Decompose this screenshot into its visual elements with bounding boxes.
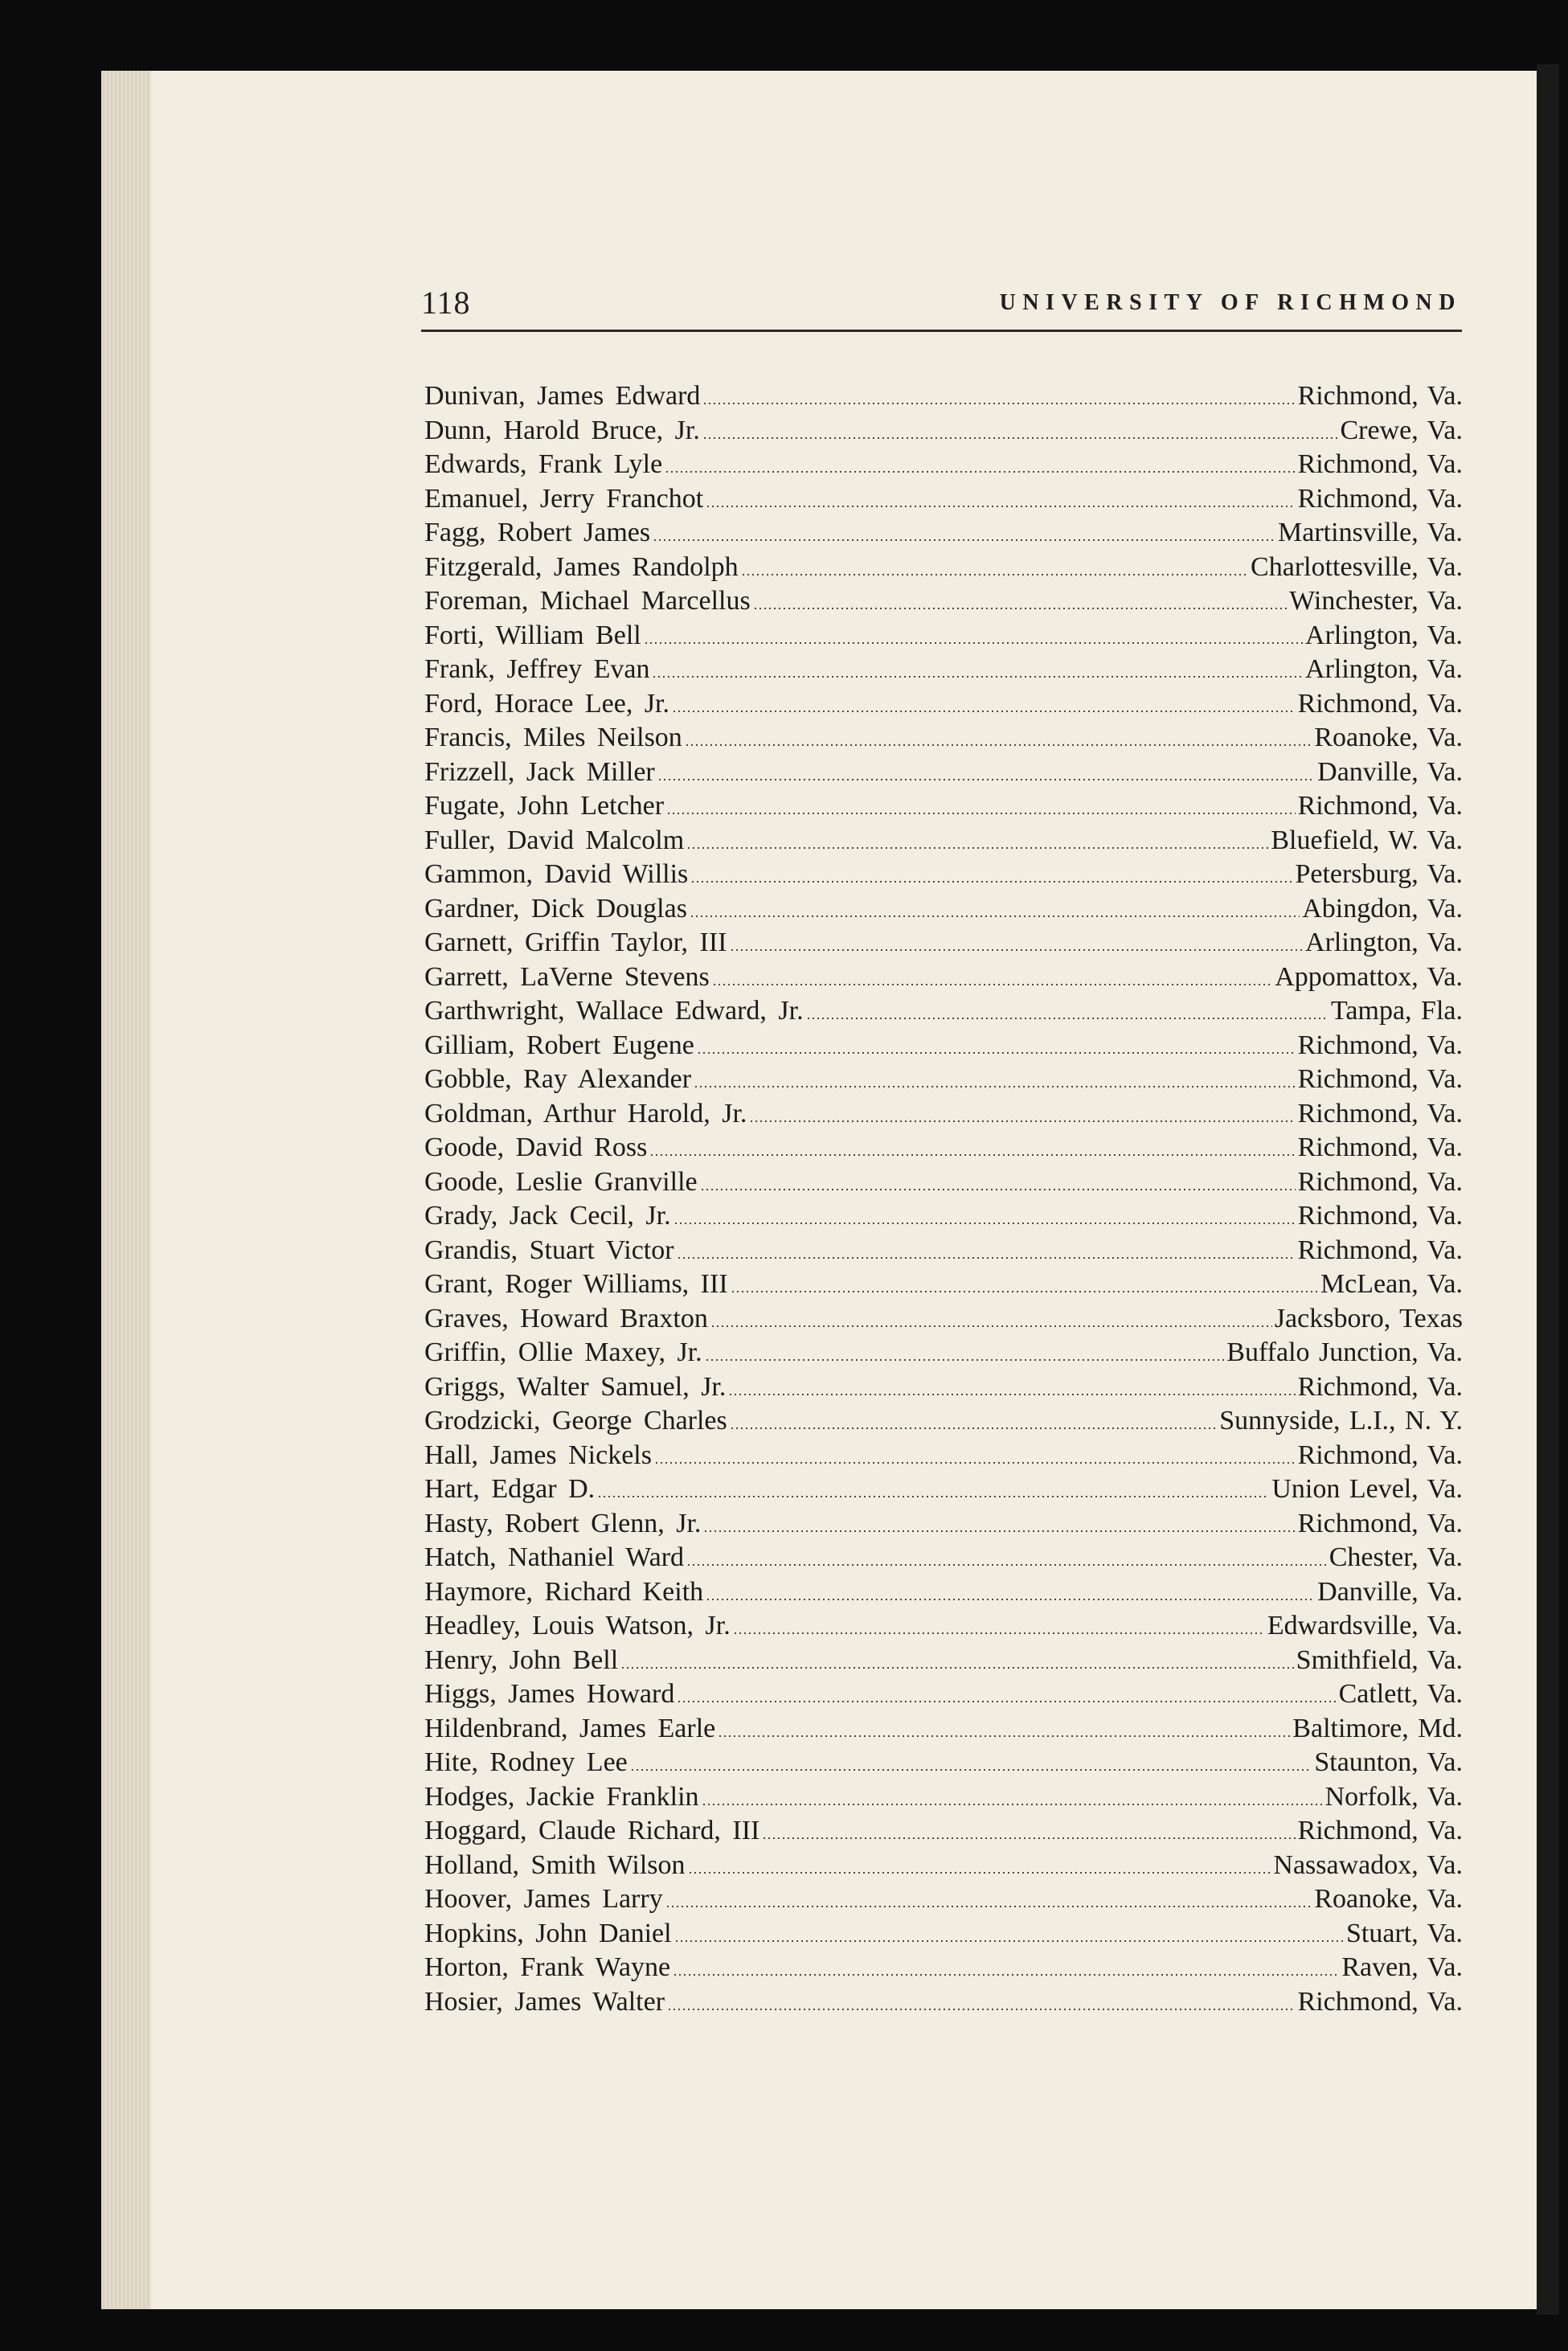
roster-entry bbox=[424, 516, 1463, 551]
hometown: Appomattox, Va. bbox=[1275, 961, 1463, 992]
roster-entry bbox=[424, 1063, 1463, 1097]
roster-entry bbox=[424, 1746, 1463, 1780]
student-name: Grant, Roger Williams, III bbox=[424, 1269, 728, 1299]
student-name: Fugate, John Letcher bbox=[424, 791, 665, 821]
student-name: Fitzgerald, James Randolph bbox=[424, 551, 739, 582]
hometown: McLean, Va. bbox=[1320, 1269, 1463, 1299]
hometown: Richmond, Va. bbox=[1297, 1986, 1463, 2017]
dot-leader bbox=[741, 574, 1248, 575]
roster-entry bbox=[424, 1302, 1463, 1337]
student-name: Hoover, James Larry bbox=[424, 1884, 663, 1914]
roster-entry bbox=[424, 414, 1463, 448]
roster-entry bbox=[424, 1541, 1463, 1575]
hometown: Jacksboro, Texas bbox=[1274, 1303, 1463, 1333]
hometown: Danville, Va. bbox=[1317, 756, 1463, 787]
hometown: Arlington, Va. bbox=[1305, 620, 1463, 650]
roster-entry bbox=[424, 1575, 1463, 1610]
roster-entry bbox=[424, 1712, 1463, 1747]
student-name: Hasty, Robert Glenn, Jr. bbox=[424, 1508, 702, 1538]
student-name: Headley, Louis Watson, Jr. bbox=[424, 1611, 731, 1640]
student-name: Frank, Jeffrey Evan bbox=[424, 654, 650, 684]
hometown: Roanoke, Va. bbox=[1314, 723, 1463, 752]
dot-leader bbox=[718, 1735, 1290, 1737]
student-name: Henry, John Bell bbox=[424, 1644, 619, 1675]
student-name: Francis, Miles Neilson bbox=[424, 723, 682, 752]
student-name: Foreman, Michael Marcellus bbox=[424, 586, 751, 616]
roster-entry bbox=[424, 926, 1463, 960]
student-name: Dunn, Harold Bruce, Jr. bbox=[424, 415, 700, 445]
roster-entry bbox=[424, 1849, 1463, 1883]
dot-leader bbox=[702, 437, 1338, 439]
hometown: Bluefield, W. Va. bbox=[1271, 825, 1463, 855]
student-name: Horton, Frank Wayne bbox=[424, 1952, 671, 1982]
student-name: Hart, Edgar D. bbox=[424, 1474, 596, 1504]
dot-leader bbox=[702, 1804, 1323, 1805]
hometown: Edwardsville, Va. bbox=[1267, 1611, 1463, 1640]
running-title: UNIVERSITY OF RICHMOND bbox=[999, 290, 1462, 315]
dot-leader bbox=[749, 1120, 1295, 1122]
hometown: Richmond, Va. bbox=[1297, 1508, 1463, 1538]
roster-entry bbox=[424, 1985, 1463, 2020]
roster-entry bbox=[424, 892, 1463, 927]
student-name: Edwards, Frank Lyle bbox=[424, 449, 663, 479]
roster-entry bbox=[424, 1234, 1463, 1268]
hometown: Arlington, Va. bbox=[1305, 928, 1463, 957]
student-name: Fuller, David Malcolm bbox=[424, 825, 685, 855]
hometown: Charlottesville, Va. bbox=[1251, 551, 1463, 582]
student-name: Forti, William Bell bbox=[424, 620, 641, 650]
student-roster bbox=[424, 379, 1463, 2019]
dot-leader bbox=[688, 1872, 1271, 1874]
roster-entry bbox=[424, 1336, 1463, 1370]
student-name: Emanuel, Jerry Franchot bbox=[424, 483, 704, 514]
student-name: Goldman, Arthur Harold, Jr. bbox=[424, 1098, 747, 1128]
hometown: Richmond, Va. bbox=[1297, 381, 1463, 411]
dot-leader bbox=[677, 1257, 1296, 1259]
hometown: Richmond, Va. bbox=[1297, 1064, 1463, 1094]
student-name: Garrett, LaVerne Stevens bbox=[424, 961, 710, 992]
page-stack-edge bbox=[101, 71, 151, 2309]
student-name: Hopkins, John Daniel bbox=[424, 1918, 672, 1948]
roster-entry bbox=[424, 1404, 1463, 1439]
student-name: Gilliam, Robert Eugene bbox=[424, 1030, 694, 1060]
dot-leader bbox=[657, 779, 1315, 780]
roster-entry bbox=[424, 721, 1463, 756]
dot-leader bbox=[673, 1974, 1339, 1976]
dot-leader bbox=[806, 1018, 1329, 1019]
hometown: Stuart, Va. bbox=[1346, 1918, 1463, 1948]
hometown: Norfolk, Va. bbox=[1324, 1781, 1463, 1812]
hometown: Chester, Va. bbox=[1329, 1542, 1463, 1572]
hometown: Staunton, Va. bbox=[1314, 1747, 1463, 1777]
hometown: Richmond, Va. bbox=[1297, 1816, 1463, 1845]
student-name: Haymore, Richard Keith bbox=[424, 1576, 704, 1607]
hometown: Roanoke, Va. bbox=[1314, 1884, 1463, 1914]
hometown: Crewe, Va. bbox=[1340, 415, 1463, 445]
dot-leader bbox=[712, 984, 1273, 985]
student-name: Griggs, Walter Samuel, Jr. bbox=[424, 1371, 727, 1402]
hometown: Richmond, Va. bbox=[1297, 449, 1463, 479]
dot-leader bbox=[700, 1189, 1296, 1190]
hometown: Nassawadox, Va. bbox=[1273, 1849, 1463, 1880]
hometown: Richmond, Va. bbox=[1297, 1132, 1463, 1162]
hometown: Richmond, Va. bbox=[1297, 1098, 1463, 1128]
dot-leader bbox=[665, 471, 1295, 473]
dot-leader bbox=[686, 1564, 1327, 1566]
student-name: Hildenbrand, James Earle bbox=[424, 1713, 716, 1743]
roster-entry bbox=[424, 1677, 1463, 1712]
roster-entry bbox=[424, 1780, 1463, 1815]
dot-leader bbox=[677, 1701, 1336, 1702]
roster-entry bbox=[424, 551, 1463, 585]
hometown: Richmond, Va. bbox=[1297, 1166, 1463, 1197]
hometown: Winchester, Va. bbox=[1289, 586, 1463, 616]
hometown: Richmond, Va. bbox=[1297, 1235, 1463, 1265]
hometown: Richmond, Va. bbox=[1297, 688, 1463, 719]
hometown: Petersburg, Va. bbox=[1295, 859, 1463, 889]
roster-entry bbox=[424, 1814, 1463, 1849]
dot-leader bbox=[665, 1906, 1312, 1907]
dot-leader bbox=[690, 881, 1292, 883]
hometown: Buffalo Junction, Va. bbox=[1226, 1337, 1463, 1367]
student-name: Grodzicki, George Charles bbox=[424, 1406, 727, 1436]
student-name: Frizzell, Jack Miller bbox=[424, 756, 655, 787]
dot-leader bbox=[703, 1530, 1295, 1532]
student-name: Gammon, David Willis bbox=[424, 859, 689, 889]
roster-entry bbox=[424, 1199, 1463, 1234]
dot-leader bbox=[620, 1667, 1294, 1669]
dot-leader bbox=[730, 949, 1304, 951]
student-name: Hodges, Jackie Franklin bbox=[424, 1781, 699, 1812]
student-name: Hite, Rodney Lee bbox=[424, 1747, 628, 1777]
roster-entry bbox=[424, 482, 1463, 517]
dot-leader bbox=[706, 506, 1295, 507]
roster-entry bbox=[424, 1882, 1463, 1917]
dot-leader bbox=[762, 1837, 1295, 1839]
hometown: Richmond, Va. bbox=[1297, 1201, 1463, 1231]
dot-leader bbox=[731, 1291, 1318, 1292]
student-name: Garthwright, Wallace Edward, Jr. bbox=[424, 996, 804, 1026]
dot-leader bbox=[672, 711, 1296, 712]
student-name: Fagg, Robert James bbox=[424, 518, 651, 547]
dot-leader bbox=[654, 1462, 1296, 1464]
dot-leader bbox=[667, 2009, 1296, 2010]
running-head bbox=[421, 283, 1462, 332]
dot-leader bbox=[690, 915, 1300, 917]
dot-leader bbox=[644, 642, 1303, 644]
dot-leader bbox=[685, 744, 1312, 746]
student-name: Holland, Smith Wilson bbox=[424, 1849, 686, 1880]
roster-entry bbox=[424, 1268, 1463, 1302]
hometown: Martinsville, Va. bbox=[1278, 518, 1463, 547]
page-number: 118 bbox=[421, 285, 471, 321]
dot-leader bbox=[730, 1427, 1218, 1429]
dot-leader bbox=[697, 1052, 1296, 1054]
student-name: Gardner, Dick Douglas bbox=[424, 893, 687, 924]
student-name: Higgs, James Howard bbox=[424, 1679, 675, 1709]
student-name: Goode, David Ross bbox=[424, 1132, 648, 1162]
roster-entry bbox=[424, 619, 1463, 653]
student-name: Gobble, Ray Alexander bbox=[424, 1064, 692, 1094]
roster-entry bbox=[424, 379, 1463, 414]
dot-leader bbox=[630, 1769, 1312, 1771]
dot-leader bbox=[653, 539, 1275, 541]
student-name: Griffin, Ollie Maxey, Jr. bbox=[424, 1337, 702, 1367]
roster-entry bbox=[424, 1439, 1463, 1473]
roster-entry bbox=[424, 1507, 1463, 1542]
student-name: Hall, James Nickels bbox=[424, 1440, 652, 1470]
roster-entry bbox=[424, 994, 1463, 1029]
student-name: Hosier, James Walter bbox=[424, 1986, 665, 2017]
hometown: Richmond, Va. bbox=[1297, 1371, 1463, 1402]
dot-leader bbox=[673, 1223, 1296, 1224]
hometown: Richmond, Va. bbox=[1297, 483, 1463, 514]
dot-leader bbox=[597, 1496, 1269, 1497]
hometown: Richmond, Va. bbox=[1297, 1030, 1463, 1060]
dot-leader bbox=[652, 676, 1303, 678]
hometown: Union Level, Va. bbox=[1271, 1474, 1463, 1504]
dot-leader bbox=[753, 608, 1287, 609]
hometown: Smithfield, Va. bbox=[1296, 1644, 1463, 1675]
roster-entry bbox=[424, 1370, 1463, 1405]
hometown: Richmond, Va. bbox=[1297, 791, 1463, 821]
roster-entry bbox=[424, 653, 1463, 687]
dot-leader bbox=[702, 403, 1295, 404]
roster-entry bbox=[424, 1644, 1463, 1678]
roster-entry bbox=[424, 824, 1463, 858]
dot-leader bbox=[710, 1325, 1272, 1327]
hometown: Catlett, Va. bbox=[1338, 1679, 1463, 1709]
roster-entry bbox=[424, 584, 1463, 619]
hometown: Danville, Va. bbox=[1317, 1576, 1463, 1607]
student-name: Goode, Leslie Granville bbox=[424, 1166, 698, 1197]
roster-entry bbox=[424, 1472, 1463, 1507]
dot-leader bbox=[686, 847, 1268, 849]
roster-entry bbox=[424, 1609, 1463, 1644]
roster-entry bbox=[424, 1917, 1463, 1952]
hometown: Baltimore, Md. bbox=[1292, 1713, 1463, 1743]
student-name: Garnett, Griffin Taylor, III bbox=[424, 928, 727, 957]
roster-entry bbox=[424, 756, 1463, 790]
hometown: Abingdon, Va. bbox=[1302, 893, 1463, 924]
dot-leader bbox=[733, 1632, 1265, 1634]
hometown: Sunnyside, L.I., N. Y. bbox=[1219, 1406, 1463, 1436]
dot-leader bbox=[728, 1394, 1295, 1395]
roster-entry bbox=[424, 1165, 1463, 1200]
hometown: Richmond, Va. bbox=[1297, 1440, 1463, 1470]
student-name: Graves, Howard Braxton bbox=[424, 1303, 708, 1333]
roster-entry bbox=[424, 448, 1463, 482]
dot-leader bbox=[666, 813, 1295, 814]
hometown: Arlington, Va. bbox=[1305, 654, 1463, 684]
student-name: Hoggard, Claude Richard, III bbox=[424, 1816, 760, 1845]
student-name: Grandis, Stuart Victor bbox=[424, 1235, 674, 1265]
roster-entry bbox=[424, 960, 1463, 995]
roster-entry bbox=[424, 1951, 1463, 1985]
hometown: Tampa, Fla. bbox=[1331, 996, 1463, 1026]
dot-leader bbox=[706, 1599, 1315, 1600]
roster-entry bbox=[424, 1029, 1463, 1063]
student-name: Grady, Jack Cecil, Jr. bbox=[424, 1201, 671, 1231]
binding-shadow bbox=[1537, 64, 1559, 2315]
roster-entry bbox=[424, 1097, 1463, 1132]
roster-entry bbox=[424, 687, 1463, 722]
hometown: Raven, Va. bbox=[1341, 1952, 1463, 1982]
dot-leader bbox=[649, 1154, 1295, 1156]
student-name: Hatch, Nathaniel Ward bbox=[424, 1542, 685, 1572]
roster-entry bbox=[424, 1131, 1463, 1165]
dot-leader bbox=[694, 1086, 1295, 1087]
roster-entry bbox=[424, 789, 1463, 824]
dot-leader bbox=[674, 1940, 1344, 1942]
roster-entry bbox=[424, 858, 1463, 892]
student-name: Dunivan, James Edward bbox=[424, 381, 701, 411]
student-name: Ford, Horace Lee, Jr. bbox=[424, 688, 670, 719]
dot-leader bbox=[705, 1359, 1225, 1361]
